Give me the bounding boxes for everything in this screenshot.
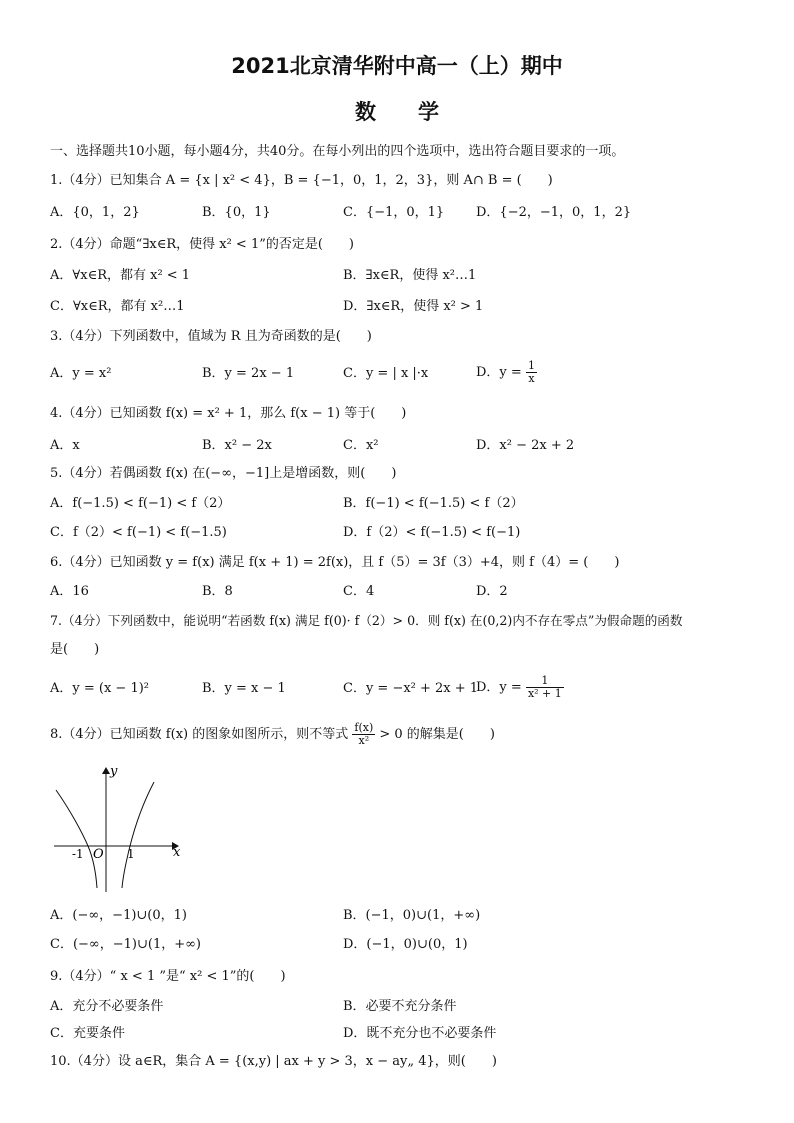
q6-option-d: D．2 — [476, 584, 508, 599]
q3-option-d-prefix: D．y = — [476, 365, 522, 380]
q9-option-d: D．既不充分也不必要条件 — [343, 1026, 497, 1041]
q5-stem: 5.（4分）若偶函数 f(x) 在(−∞，−1]上是增函数，则( ) — [50, 466, 397, 481]
q5-option-c: C．f（2）< f(−1) < f(−1.5) — [50, 525, 227, 540]
q8-stem-part1: 8.（4分）已知函数 f(x) 的图象如图所示，则不等式 — [50, 727, 349, 742]
q7-d-denominator: x² + 1 — [527, 687, 562, 700]
q2-option-d: D．∃x∈R，使得 x² > 1 — [343, 299, 484, 314]
q6-option-a: A．16 — [50, 584, 89, 599]
q4-option-d: D．x² − 2x + 2 — [476, 438, 575, 453]
q8-option-b: B．(−1，0)∪(1，+∞) — [343, 908, 481, 923]
q5-option-a: A．f(−1.5) < f(−1) < f（2） — [50, 496, 231, 511]
q9-option-b: B．必要不充分条件 — [343, 999, 457, 1014]
origin-label: O — [93, 847, 104, 862]
q6-option-b: B．8 — [202, 584, 233, 599]
q4-option-c: C．x² — [343, 438, 379, 453]
q8-stem-part2: > 0 的解集是( ) — [379, 727, 495, 742]
q3-option-a: A．y = x² — [50, 366, 112, 381]
q3-option-c: C．y = | x |·x — [343, 366, 429, 381]
q7-d-numerator: 1 — [526, 675, 564, 688]
q2-option-c: C．∀x∈R，都有 x²…1 — [50, 299, 185, 314]
q3-option-b: B．y = 2x − 1 — [202, 366, 295, 381]
tick-label-neg-one: -1 — [72, 847, 84, 861]
q5-option-d: D．f（2）< f(−1.5) < f(−1) — [343, 525, 521, 540]
page-title: 2021北京清华附中高一（上）期中 — [231, 54, 563, 78]
q1-option-d: D．{−2，−1，0，1，2} — [476, 205, 632, 220]
q6-option-c: C．4 — [343, 584, 375, 599]
q9-stem: 9.（4分）“ x < 1 ”是“ x² < 1”的( ) — [50, 969, 286, 984]
q10-stem: 10.（4分）设 a∈R，集合 A = {(x,y) | ax + y > 3，x − ay„ 4}，则( ) — [50, 1054, 497, 1069]
left-curve-branch — [56, 790, 97, 888]
q3-d-numerator: 1 — [527, 359, 535, 372]
q8-frac-numerator: f(x) — [354, 721, 374, 734]
q9-option-c: C．充要条件 — [50, 1026, 125, 1041]
q8-option-d: D．(−1，0)∪(0，1) — [343, 937, 468, 952]
q2-option-a: A．∀x∈R，都有 x² < 1 — [50, 268, 191, 283]
right-curve-branch — [122, 782, 154, 888]
x-axis-label: x — [173, 845, 181, 860]
q3-stem: 3.（4分）下列函数中，值域为 R 且为奇函数的是( ) — [50, 329, 372, 344]
subject-title: 数 学 — [355, 100, 439, 124]
q7-option-a: A．y = (x − 1)² — [50, 681, 150, 696]
q1-option-c: C．{−1，0，1} — [343, 205, 445, 220]
q3-option-d-fraction — [526, 360, 537, 385]
q8-function-graph — [50, 760, 190, 895]
q8-option-c: C．(−∞，−1)∪(1，+∞) — [50, 937, 202, 952]
q1-option-a: A．{0，1，2} — [50, 205, 140, 220]
q7-option-b: B．y = x − 1 — [202, 681, 286, 696]
q8-frac-denominator: x² — [358, 734, 370, 747]
section-heading: 一、选择题共10小题，每小题4分，共40分。在每小列出的四个选项中，选出符合题目要求的一项。 — [50, 144, 625, 159]
q8-stem — [50, 720, 495, 750]
q8-inequality-fraction — [352, 722, 375, 747]
tick-label-one: 1 — [127, 847, 135, 861]
q7-option-d-fraction — [526, 675, 564, 700]
q1-option-b: B．{0，1} — [202, 205, 271, 220]
y-axis-label: y — [110, 764, 118, 779]
q9-option-a: A．充分不必要条件 — [50, 999, 164, 1014]
q3-option-d — [476, 358, 537, 388]
q7-option-d — [476, 673, 564, 703]
q8-option-a: A．(−∞，−1)∪(0，1) — [50, 908, 187, 923]
q7-option-d-prefix: D．y = — [476, 680, 522, 695]
q2-stem: 2.（4分）命题“∃x∈R，使得 x² < 1”的否定是( ) — [50, 237, 355, 252]
q4-option-a: A．x — [50, 438, 80, 453]
q3-d-denominator: x — [528, 372, 535, 385]
q7-stem-cont: 是( ) — [50, 642, 100, 657]
q6-stem: 6.（4分）已知函数 y = f(x) 满足 f(x + 1) = 2f(x)，且 f（5）= 3f（3）+4，则 f（4）= ( ) — [50, 555, 620, 570]
q1-stem: 1.（4分）已知集合 A = {x | x² < 4}，B = {−1，0，1，2，3}，则 A∩ B = ( ) — [50, 173, 553, 188]
q4-stem: 4.（4分）已知函数 f(x) = x² + 1，那么 f(x − 1) 等于( ) — [50, 406, 407, 421]
q5-option-b: B．f(−1) < f(−1.5) < f（2） — [343, 496, 524, 511]
q2-option-b: B．∃x∈R，使得 x²…1 — [343, 268, 477, 283]
q4-option-b: B．x² − 2x — [202, 438, 272, 453]
q7-stem: 7.（4分）下列函数中，能说明“若函数 f(x) 满足 f(0)· f（2）> 0．则 f(x) 在(0,2)内不存在零点”为假命题的函数 — [50, 613, 683, 628]
q7-option-c: C．y = −x² + 2x + 1 — [343, 681, 479, 696]
